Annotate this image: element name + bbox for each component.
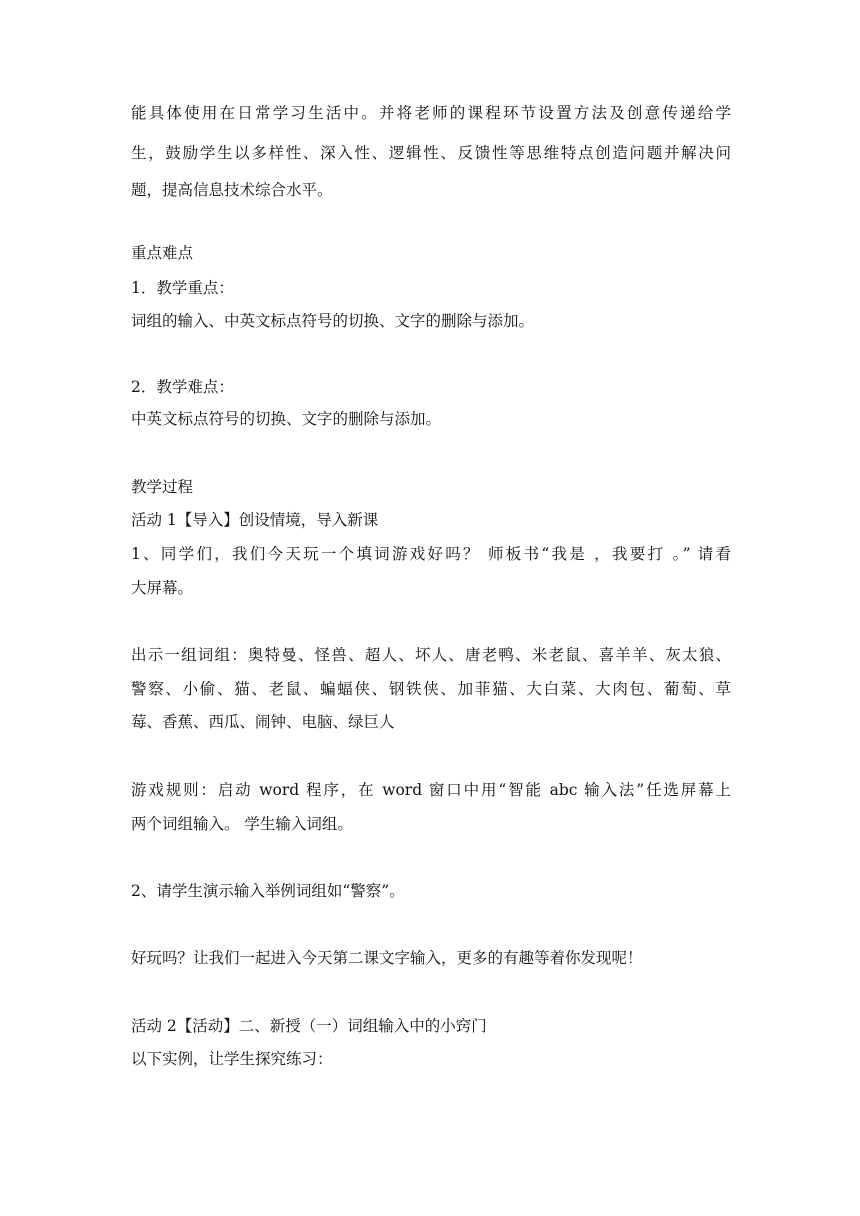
process-heading: 教学过程 <box>131 478 194 496</box>
key-point-2-label: 2．教学难点： <box>131 378 234 396</box>
key-point-2-text: 中英文标点符号的切换、文字的删除与添加。 <box>131 410 442 428</box>
intro-line-2: 生，鼓励学生以多样性、深入性、逻辑性、反馈性等思维特点创造问题并解决问 <box>131 144 731 162</box>
activity-2-intro: 以下实例，让学生探究练习： <box>131 1050 333 1068</box>
key-point-1-label: 1．教学重点： <box>131 279 234 297</box>
intro-line-1: 能具体使用在日常学习生活中。并将老师的课程环节设置方法及创意传递给学 <box>131 104 731 122</box>
activity-1-step-1-line-1: 1、同学们，我们今天玩一个填词游戏好吗？ 师板书“我是 ，我要打 。” 请看 <box>131 545 731 563</box>
activity-1-step-1-line-2: 大屏幕。 <box>131 579 194 597</box>
activity-1-title: 活动 1【导入】创设情境，导入新课 <box>131 511 379 529</box>
intro-line-3: 题，提高信息技术综合水平。 <box>131 181 333 199</box>
word-group-line-3: 莓、香蕉、西瓜、闹钟、电脑、绿巨人 <box>131 713 395 731</box>
transition-text: 好玩吗？让我们一起进入今天第二课文字输入，更多的有趣等着你发现呢！ <box>131 949 643 967</box>
key-point-1-text: 词组的输入、中英文标点符号的切换、文字的删除与添加。 <box>131 312 535 330</box>
key-points-heading: 重点难点 <box>131 244 194 262</box>
activity-2-title: 活动 2【活动】二、新授（一）词组输入中的小窍门 <box>131 1017 487 1035</box>
game-rules-line-1: 游戏规则：启动 word 程序，在 word 窗口中用“智能 abc 输入法”任选屏幕上 <box>131 781 731 799</box>
game-rules-line-2: 两个词组输入。 学生输入词组。 <box>131 815 353 833</box>
activity-1-step-2: 2、请学生演示输入举例词组如“警察”。 <box>131 882 405 900</box>
word-group-line-2: 警察、小偷、猫、老鼠、蝙蝠侠、钢铁侠、加菲猫、大白菜、大肉包、葡萄、草 <box>131 680 731 698</box>
word-group-line-1: 出示一组词组：奥特曼、怪兽、超人、坏人、唐老鸭、米老鼠、喜羊羊、灰太狼、 <box>131 646 731 664</box>
